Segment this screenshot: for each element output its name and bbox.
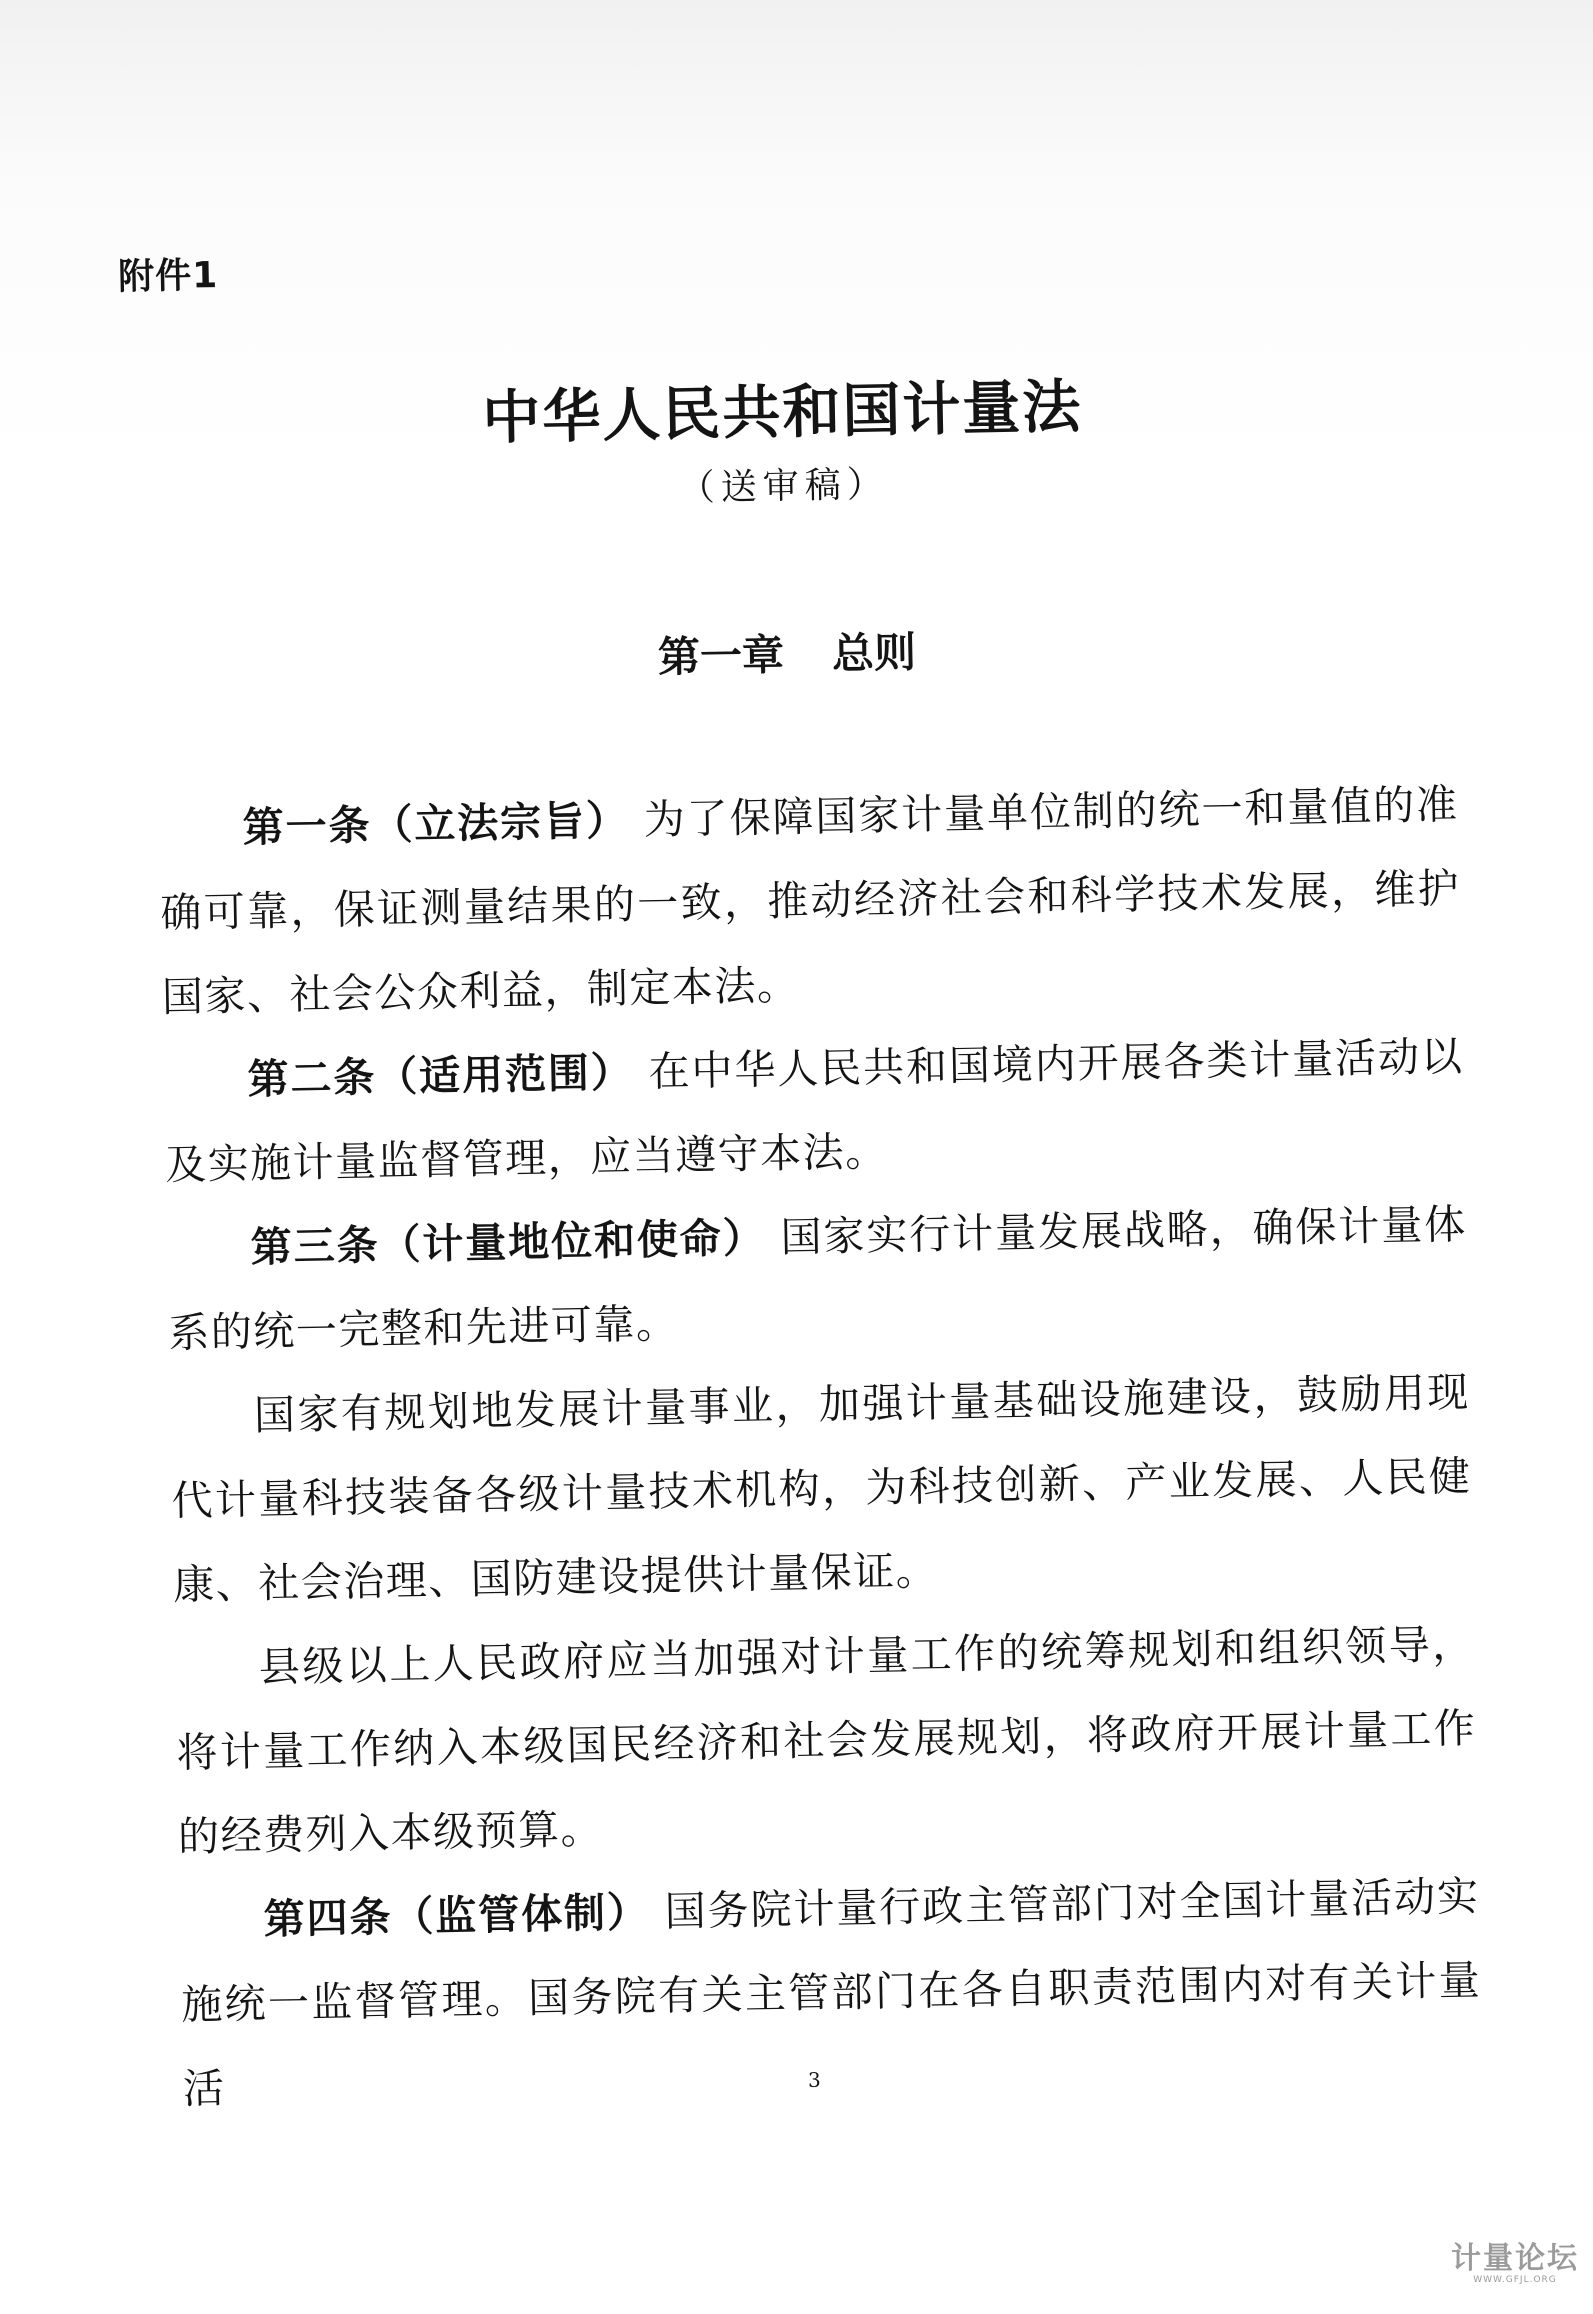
document-body [158, 762, 1484, 2131]
article-heading: 第一条（立法宗旨） [242, 796, 630, 852]
page-number: 3 [807, 2067, 821, 2092]
article-text: 国务院计量行政主管部门对全国计量活动实施统一监督管理。国务院有关主管部门在各自职责范围内对有关计量活 [180, 1872, 1482, 2113]
watermark-main-text: 计量论坛 [1451, 2241, 1579, 2276]
article-3-subparagraph-1 [169, 1350, 1474, 1627]
article-text: 为了保障国家计量单位制的统一和量值的准确可靠，保证测量结果的一致，推动经济社会和科学技术发展，维护国家、社会公众利益，制定本法。 [159, 780, 1461, 1022]
article-1-paragraph [158, 762, 1463, 1039]
annex-label: 附件1 [117, 254, 219, 298]
watermark-logo [1451, 2241, 1579, 2285]
article-3-paragraph [166, 1182, 1469, 1375]
article-text: 国家实行计量发展战略，确保计量体系的统一完整和先进可靠。 [167, 1200, 1468, 1358]
article-text: 国家有规划地发展计量事业，加强计量基础设施建设，鼓励用现代计量科技装备各级计量技术机构，为科技创新、产业发展、人民健康、社会治理、国防建设提供计量保证。 [171, 1368, 1472, 1610]
chapter-number: 第一章 [657, 630, 785, 682]
article-heading: 第三条（计量地位和使命） [250, 1213, 767, 1272]
chapter-name: 总则 [831, 627, 917, 679]
document-title: 中华人民共和国计量法 [481, 372, 1083, 452]
article-2-paragraph [163, 1014, 1466, 1207]
article-text: 县级以上人民政府应当加强对计量工作的统筹规划和组织领导，将计量工作纳入本级国民经济和社会发展规划，将政府开展计量工作的经费列入本级预算。 [176, 1620, 1477, 1861]
article-heading: 第四条（监管体制） [263, 1887, 651, 1944]
article-3-subparagraph-2 [174, 1602, 1479, 1879]
watermark-sub-text: WWW.GFJL.ORG [1473, 2275, 1557, 2285]
document-subtitle: （送审稿） [678, 464, 890, 510]
article-text: 在中华人民共和国境内开展各类计量活动以及实施计量监督管理，应当遵守本法。 [164, 1032, 1464, 1190]
article-heading: 第二条（适用范围） [247, 1048, 635, 1104]
chapter-heading [0, 607, 1584, 698]
